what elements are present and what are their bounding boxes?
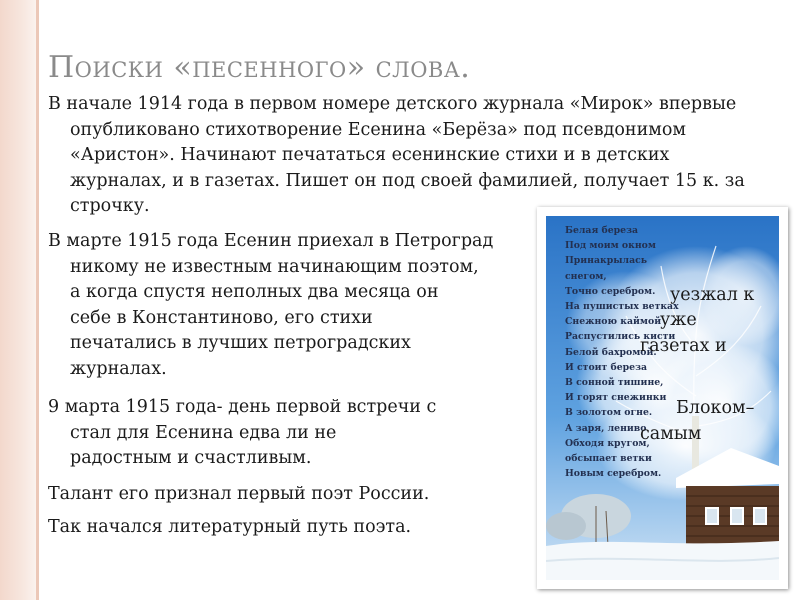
poem-line: В сонной тишине, xyxy=(565,377,664,389)
poem-line: Снежною каймой xyxy=(565,316,662,328)
paragraph-1 xyxy=(48,92,768,220)
paragraph-line: В марте 1915 года Есенин приехал в Петроград xyxy=(48,231,494,251)
paragraph-line: опубликовано стихотворение Есенина «Берёза» под псевдонимом xyxy=(70,119,687,140)
poem-line: Новым серебром. xyxy=(565,468,662,480)
paragraph-line: журналах. xyxy=(70,358,167,379)
poem-line: И горят снежинки xyxy=(565,392,667,404)
paragraph-line: а когда спустя неполных два месяца он xyxy=(70,282,439,302)
poem-line: На пушистых ветках xyxy=(565,301,679,313)
poem-line: Белой бахромой. xyxy=(565,346,657,358)
paragraph-line: никому не известным начинающим поэтом, xyxy=(70,256,479,277)
paragraph-4 xyxy=(48,482,429,508)
poem-line: снегом, xyxy=(565,270,607,282)
poem-line: Белая береза xyxy=(565,225,639,236)
paragraph-line: стал для Есенина едва ли не xyxy=(70,422,337,443)
overflow-text: газетах и xyxy=(640,336,727,356)
overflow-text: самым xyxy=(640,424,702,444)
paragraph-5 xyxy=(48,515,411,541)
paragraph-3 xyxy=(48,395,436,472)
poem-line: Точно серебром. xyxy=(565,285,656,297)
paragraph-line: строчку. xyxy=(70,196,150,216)
decorative-left-band xyxy=(0,0,36,600)
poem-line: Обходя кругом, xyxy=(565,437,650,449)
paragraph-line: 9 марта 1915 года- день первой встречи с xyxy=(48,397,437,417)
overflow-text: Блоком– xyxy=(676,398,755,418)
poem-line: Под моим окном xyxy=(565,240,656,252)
paragraph-line: себе в Константиново, его стихи xyxy=(70,307,373,328)
paragraph-line: журналах, и в газетах. Пишет он под своей фамилией, получает 15 к. за xyxy=(70,170,745,191)
poem-line: Распустились кисти xyxy=(565,331,676,343)
overflow-text: уже xyxy=(660,310,697,330)
poem-line: Принакрылась xyxy=(565,255,648,267)
poem-line: А заря, лениво xyxy=(565,422,647,434)
overflow-text: уезжал к xyxy=(670,285,755,305)
paragraph-line: печатались в лучших петроградских xyxy=(70,333,411,353)
poem-line: И стоит береза xyxy=(565,361,648,373)
poem-line: В золотом огне. xyxy=(565,407,653,419)
slide-title: Поиски «песенного» слова. xyxy=(48,50,471,85)
paragraph-line: Так начался литературный путь поэта. xyxy=(48,517,412,537)
decorative-band-edge xyxy=(36,0,39,600)
paragraph-2 xyxy=(48,229,493,382)
paragraph-line: радостным и счастливым. xyxy=(70,448,312,468)
paragraph-line: «Аристон». Начинают печататься есенинские стихи и в детских xyxy=(70,145,670,165)
paragraph-line: В начале 1914 года в первом номере детского журнала «Мирок» впервые xyxy=(48,94,737,114)
paragraph-line: Талант его признал первый поэт России. xyxy=(48,484,430,504)
poem-line: обсыпает ветки xyxy=(565,453,652,465)
